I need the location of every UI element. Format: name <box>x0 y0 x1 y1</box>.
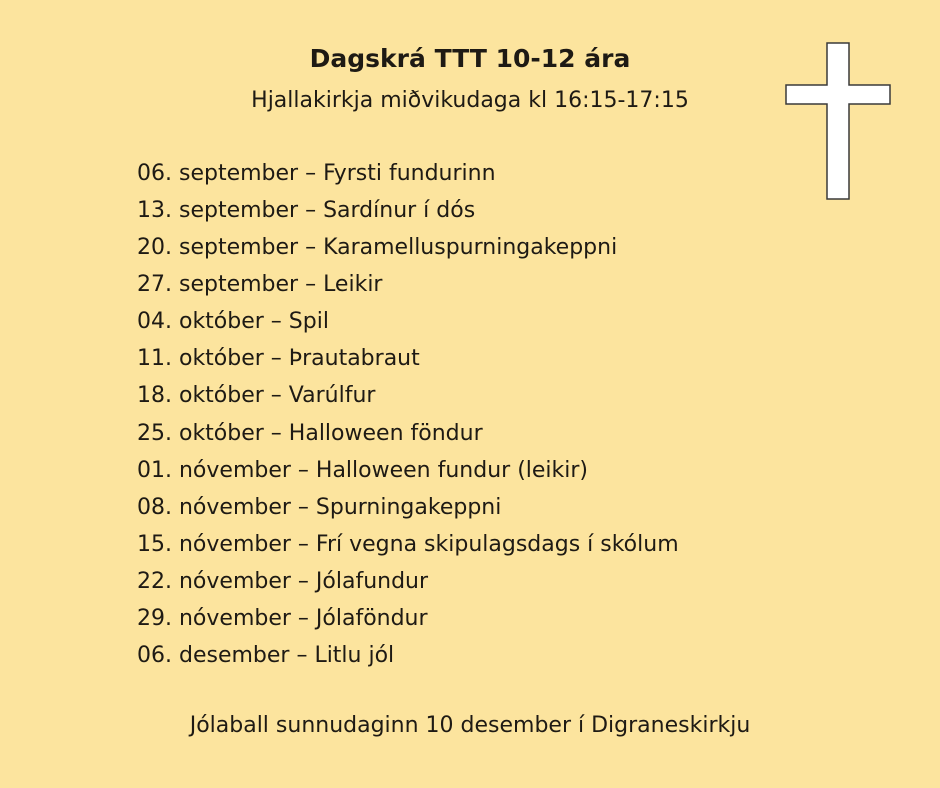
schedule-item: 22. nóvember – Jólafundur <box>137 568 429 594</box>
schedule-item: 08. nóvember – Spurningakeppni <box>137 494 502 520</box>
schedule-item: 11. október – Þrautabraut <box>137 346 420 372</box>
schedule-item: 13. september – Sardínur í dós <box>137 198 476 224</box>
schedule-item: 20. september – Karamelluspurningakeppni <box>137 235 618 261</box>
schedule-item: 15. nóvember – Frí vegna skipulagsdags í skólum <box>137 531 679 557</box>
schedule-item: 01. nóvember – Halloween fundur (leikir) <box>137 457 589 483</box>
schedule-item: 25. október – Halloween föndur <box>137 420 483 446</box>
schedule-item: 27. september – Leikir <box>137 272 383 298</box>
schedule-item: 06. desember – Litlu jól <box>137 643 395 669</box>
cross-icon <box>785 42 891 200</box>
schedule-item: 18. október – Varúlfur <box>137 383 376 409</box>
page-subtitle: Hjallakirkja miðvikudaga kl 16:15-17:15 <box>251 88 689 113</box>
schedule-item: 04. október – Spil <box>137 309 329 335</box>
footer-note: Jólaball sunnudaginn 10 desember í Digraneskirkju <box>189 713 751 738</box>
page-title: Dagskrá TTT 10-12 ára <box>309 44 631 73</box>
schedule-item: 06. september – Fyrsti fundurinn <box>137 161 496 186</box>
schedule-list <box>137 155 679 674</box>
schedule-item: 29. nóvember – Jólaföndur <box>137 605 428 631</box>
